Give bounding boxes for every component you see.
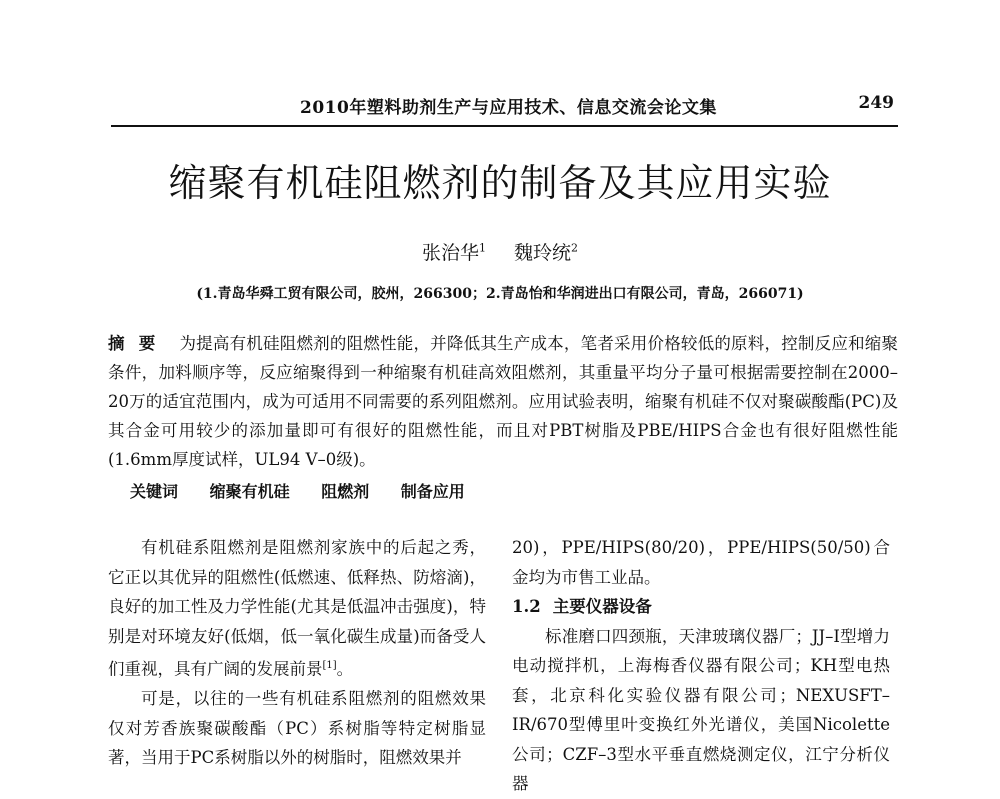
citation[interactable]: [1] [322, 660, 337, 671]
keywords [130, 479, 465, 502]
body-column-right [512, 533, 890, 799]
author-affiliation-mark: 2 [571, 241, 579, 255]
section-heading [512, 592, 890, 622]
paragraph: 20)，PPE/HIPS(80/20)，PPE/HIPS(50/50)合金均为市售工业品。 [512, 538, 890, 587]
author-affiliation-mark: 1 [478, 241, 486, 255]
keyword: 阻燃剂 [321, 482, 370, 501]
paragraph-text: 有机硅系阻燃剂是阻燃剂家族中的后起之秀，它正以其优异的阻燃性(低燃速、低释热、防熔滴)，良好的加工性及力学性能(尤其是低温冲击强度)，特别是对环境友好(低烟，低一氧化碳生成量)而备受人们重视，具有广阔的发展前景 [108, 538, 486, 679]
affiliation: (1.青岛华舜工贸有限公司，胶州，266300；2.青岛怡和华润进出口有限公司，青岛，266071) [196, 286, 804, 302]
paper-title: 缩聚有机硅阻燃剂的制备及其应用实验 [168, 161, 832, 205]
paragraph: 可是，以往的一些有机硅系阻燃剂的阻燃效果仅对芳香族聚碳酸酯（PC）系树脂等特定树脂显著，当用于PC系树脂以外的树脂时，阻燃效果并 [108, 689, 486, 767]
keyword: 缩聚有机硅 [209, 482, 290, 501]
author-name: 魏玲统 [514, 242, 572, 264]
author-name: 张治华 [421, 242, 479, 264]
section-number: 1.2 [512, 597, 541, 616]
section-title: 主要仪器设备 [552, 597, 652, 616]
journal-title: 2010年塑料助剂生产与应用技术、信息交流会论文集 [300, 98, 717, 118]
paragraph-end: 。 [336, 659, 354, 679]
paragraph: 标准磨口四颈瓶，天津玻璃仪器厂；JJ–I型增力电动搅拌机，上海梅香仪器有限公司；KH型电热套，北京科化实验仪器有限公司；NEXUSFT–IR/670型傅里叶变换红外光谱仪，美国Nicolette公司；CZF–3型水平垂直燃烧测定仪，江宁分析仪器 [512, 626, 890, 793]
abstract-label: 摘要 [108, 334, 170, 353]
page-number: 249 [858, 93, 894, 113]
keywords-label: 关键词 [130, 482, 179, 501]
author-list [0, 238, 1000, 265]
abstract-text: 为提高有机硅阻燃剂的阻燃性能，并降低其生产成本，笔者采用价格较低的原料，控制反应和缩聚条件，加料顺序等，反应缩聚得到一种缩聚有机硅高效阻燃剂，其重量平均分子量可根据需要控制在2000–20万的适宜范围内，成为可适用不同需要的系列阻燃剂。应用试验表明，缩聚有机硅不仅对聚碳酸酯(PC)及其合金可用较少的添加量即可有很好的阻燃性能，而且对PBT树脂及PBE/HIPS合金也有很好阻燃性能(1.6mm厚度试样，UL94 V–0级)。 [108, 334, 899, 469]
running-header [300, 93, 900, 121]
header-rule [111, 125, 898, 127]
keyword: 制备应用 [400, 482, 465, 501]
abstract [108, 329, 898, 474]
body-column-left [108, 533, 486, 773]
paragraph [108, 533, 486, 684]
